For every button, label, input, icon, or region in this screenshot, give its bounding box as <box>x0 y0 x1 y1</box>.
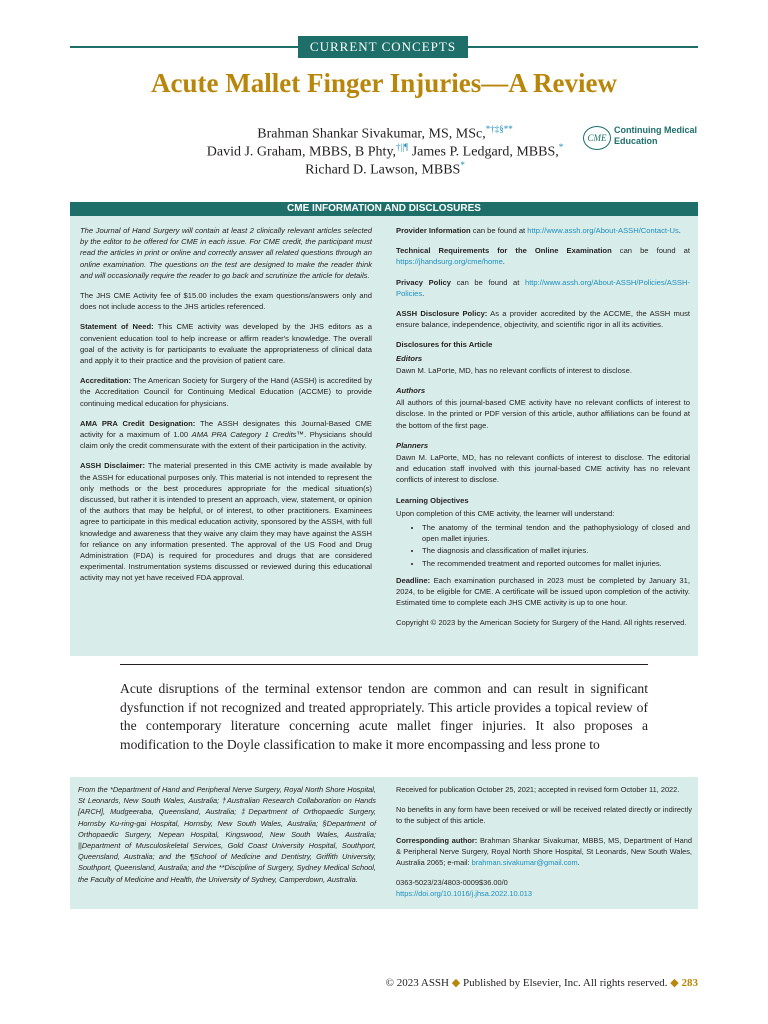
corresponding-author: Corresponding author: Brahman Shankar Sivakumar, MBBS, MS, Department of Hand & Peripheral Nerve Surgery, Royal North Shore Hospital, St Leonards, New South Wales, Australia 2065; e-mail: brahman.sivakumar@gmail.com. <box>396 836 692 867</box>
disclosures-heading: Disclosures for this Article <box>396 340 493 350</box>
article-title: Acute Mallet Finger Injuries—A Review <box>151 68 617 98</box>
editors-disclosure: Dawn M. LaPorte, MD, has no relevant conflicts of interest to disclose. <box>396 365 632 375</box>
provider-info: Provider Information can be found at http://www.assh.org/About-ASSH/Contact-Us. <box>396 226 681 235</box>
abstract-divider <box>120 664 648 665</box>
statement-of-need: Statement of Need: This CME activity was developed by the JHS editors as a convenient education tool to help increase or affirm reader's knowledge. The overall goal of the activity is for participants to evaluate the appropriateness of clinical data and apply it to their practice and the provision of patient care. <box>80 322 372 366</box>
list-item: • The recommended treatment and reported outcomes for mallet injuries. <box>422 558 690 569</box>
cme-intro: The Journal of Hand Surgery will contain at least 2 clinically relevant articles selected by the editor to be offered for CME in each issue. For CME credit, the participant must read the articles in print or online and correctly answer all related questions through an online examination. The questions on the test are designed to make the reader think and will occasionally require the reader to go back and scrutinize the article for details. <box>80 226 372 280</box>
list-item: • The diagnosis and classification of mallet injuries. <box>422 545 690 556</box>
author-line-3: Richard D. Lawson, MBBS* <box>305 160 465 178</box>
privacy-link[interactable]: http://www.assh.org/About-ASSH/Policies/ASSH-Policies <box>396 277 690 298</box>
benefits-statement: No benefits in any form have been received or will be received related directly or indirectly to the subject of this article. <box>396 805 692 825</box>
cme-right-column <box>396 225 690 638</box>
cme-left-column <box>80 225 372 593</box>
copyright-notice: Copyright © 2023 by the American Society for Surgery of the Hand. All rights reserved. <box>396 618 687 628</box>
objectives-list <box>396 522 690 569</box>
section-label: CURRENT CONCEPTS <box>298 36 468 58</box>
tech-requirements: Technical Requirements for the Online Examination can be found at https://jhandsurg.org/cme/home. <box>396 246 690 267</box>
provider-link[interactable]: http://www.assh.org/About-ASSH/Contact-Us <box>527 226 679 235</box>
diamond-icon: ◆ <box>451 977 461 989</box>
ama-credit: AMA PRA Credit Designation: The ASSH designates this Journal-Based CME activity for a maximum of 1.00 AMA PRA Category 1 Credits™. Physicians should claim only the credit commensurate with the extent of their participation in the activity. <box>80 418 372 451</box>
issn: 0363-5023/23/4803-0009$36.00/0 <box>396 878 508 887</box>
deadline: Deadline: Each examination purchased in 2023 must be completed by January 31, 2024, to be eligible for CME. A certificate will be issued upon completion of the activity. Estimated time to complete each JHS CME activity is up to one hour. <box>396 575 690 608</box>
authors-heading: Authors <box>396 386 426 396</box>
cme-badge-icon: CME <box>583 126 611 150</box>
affiliation-marks[interactable]: * <box>558 142 564 152</box>
affiliations-footnote: From the *Department of Hand and Peripheral Nerve Surgery, Royal North Shore Hospital, St Leonards, New South Wales, Australia; †Australian Research Collaboration on Hands [ARCH], Mudgeeraba, Queensland, Australia; ‡Department of Orthopaedic Surgery, Hornsby Ku-ring-gai Hospital, Hornsby, New South Wales, Australia; §Department of Orthopaedic Surgery, Nepean Hospital, Kingswood, New South Wales, Australia; ||Department of Musculoskeletal Services, Gold Coast University Hospital, Southport, Queensland, Australia; and the ¶School of Medicine and Dentistry, Griffith University, Southport, Queensland, Australia; and the **Discipline of Surgery, Sydney Medical School, the Faculty of Medicine and Health, the University of Sydney, Camperdown, Australia. <box>78 785 376 884</box>
author-line-2: David J. Graham, MBBS, B Phty,†||¶ James P. Ledgard, MBBS,* <box>206 142 564 160</box>
affiliation-marks[interactable]: * <box>460 160 465 170</box>
cme-logo-text: Continuing Medical Education <box>614 125 697 146</box>
objectives-intro: Upon completion of this CME activity, the learner will understand: <box>396 508 615 518</box>
objectives-heading: Learning Objectives <box>396 495 469 505</box>
assh-disclaimer: ASSH Disclaimer: The material presented in this CME activity is made available by the ASSH for educational purposes only. This material is not intended to represent the only methods or the best procedures appropriate for the medical situation(s) discussed, but rather it is intended to present an approach, view, statement, or opinion of the authors that may be helpful, or of interest, to other practitioners. Examinees agree to participate in this medical education activity, sponsored by the ASSH, with full knowledge and awareness that they waive any claim they may have against the ASSH for reliance on any information presented. The approval of the US Food and Drug Administration (FDA) is required for procedures and drugs that are considered experimental. Instrumentation systems discussed or reviewed during this educational activity may not yet have received FDA approval. <box>80 461 372 583</box>
abstract-text: Acute disruptions of the terminal extensor tendon are common and can result in significant dysfunction if not recognized and treated appropriately. This article provides a topical review of the contemporary literature concerning acute mallet finger injuries. It also proposes a modification to the Doyle classification to make it more encompassing and less prone to <box>120 681 648 752</box>
diamond-icon: ◆ <box>670 977 679 989</box>
planners-heading: Planners <box>396 440 429 450</box>
email-link[interactable]: brahman.sivakumar@gmail.com <box>471 858 578 867</box>
privacy-policy: Privacy Policy can be found at http://www.assh.org/About-ASSH/Policies/ASSH-Policies. <box>396 277 690 298</box>
affiliation-marks[interactable]: †||¶ <box>396 142 409 152</box>
doi-link[interactable]: https://doi.org/10.1016/j.jhsa.2022.10.013 <box>396 889 533 898</box>
page-footer: © 2023 ASSH ◆ Published by Elsevier, Inc. All rights reserved. ◆ 283 <box>385 977 698 989</box>
received-date: Received for publication October 25, 2021; accepted in revised form October 11, 2022. <box>396 785 680 794</box>
cme-fee: The JHS CME Activity fee of $15.00 includes the exam questions/answers only and does not include access to the JHS articles referenced. <box>80 291 372 312</box>
author-line-1: Brahman Shankar Sivakumar, MS, MSc,*†‡§** <box>257 124 513 142</box>
planners-disclosure: Dawn M. LaPorte, MD, has no relevant conflicts of interest to disclose. The editorial and education staff involved with this journal-based CME activity has no relevant conflicts of interest to disclose. <box>396 453 690 485</box>
cme-box-heading: CME INFORMATION AND DISCLOSURES <box>70 202 698 216</box>
tech-link[interactable]: https://jhandsurg.org/cme/home <box>396 257 503 267</box>
authors-disclosure: All authors of this journal-based CME activity have no relevant conflicts of interest to disclose. In the printed or PDF version of this article, author affiliations can be found at the bottom of the first page. <box>396 398 690 430</box>
disclosure-policy: ASSH Disclosure Policy: As a provider accredited by the ACCME, the ASSH must ensure balance, independence, objectivity, and scientific rigor in all its activities. <box>396 309 690 330</box>
affiliation-marks[interactable]: *†‡§** <box>485 124 513 134</box>
editors-heading: Editors <box>396 353 423 363</box>
list-item: • The anatomy of the terminal tendon and the pathophysiology of closed and open mallet injuries. <box>422 522 690 544</box>
accreditation: Accreditation: The American Society for Surgery of the Hand (ASSH) is accredited by the Accreditation Council for Continuing Medical Education (ACCME) to provide continuing medical education for physicians. <box>80 376 372 408</box>
article-info <box>396 784 692 899</box>
cme-logo[interactable] <box>583 124 703 154</box>
page-number: 283 <box>681 977 698 989</box>
